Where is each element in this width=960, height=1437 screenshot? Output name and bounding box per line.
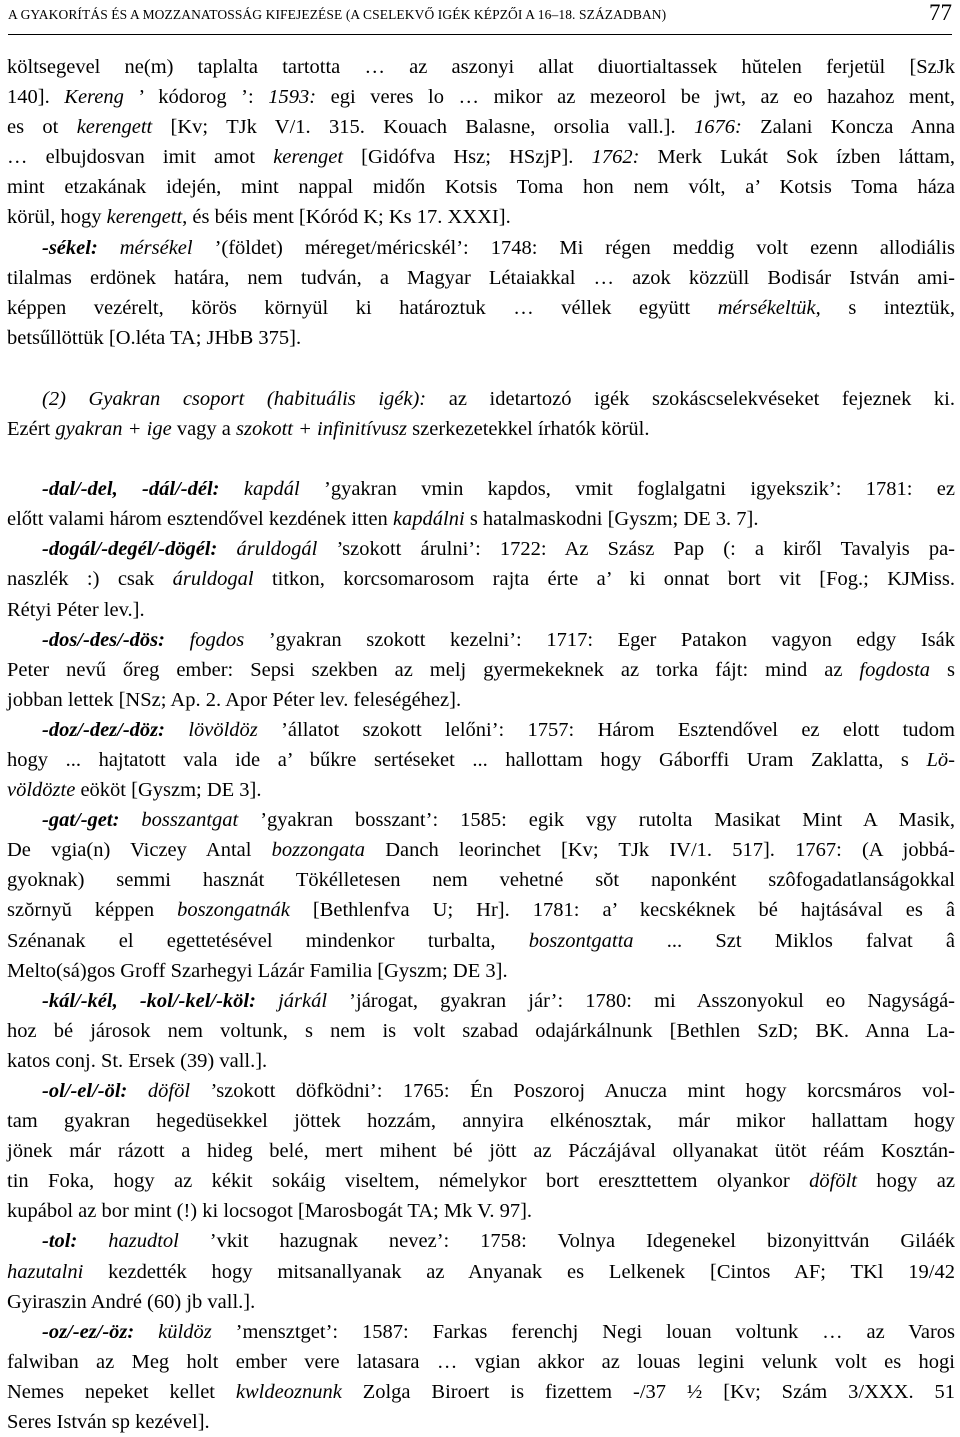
text-span: ’gyakran szokott kezelni’: 1717: Eger Patakon vagyon edgy Isák <box>244 628 955 651</box>
text-span: ’(földet) méreget/méricskél’: 1748: Mi régen meddig volt ezenn allodiális <box>192 236 955 259</box>
text-line <box>7 233 955 263</box>
italic-term: áruldogál <box>236 538 318 561</box>
text-span: ’járogat, gyakran jár’: 1780: mi Asszonyokul eo Nagyságá- <box>327 989 956 1012</box>
italic-term: járkál <box>278 989 328 1012</box>
paragraph-oz <box>7 1317 955 1437</box>
text-line <box>7 986 955 1016</box>
text-span: költsegevel ne(m) taplalta tartotta … az aszonyi allat diuortialtassek hŭtelen ferjetül [SzJk <box>7 56 955 78</box>
text-span: ’gyakran vmin kapdos, vmit foglalgatni igyekszik’: 1781: ez <box>299 478 955 501</box>
paragraph-gat <box>7 805 955 986</box>
text-line <box>7 655 955 685</box>
text-span: falwiban az Meg holt ember vere latasara … vgian akkor az louas legini velunk volt es hogi <box>7 1350 955 1373</box>
text-line <box>7 835 955 865</box>
italic-term: (2) Gyakran csoport (habituális igék): <box>42 387 427 410</box>
text-span <box>119 809 141 831</box>
text-span <box>219 478 243 500</box>
italic-term: hazutalni <box>7 1260 84 1283</box>
text-line <box>7 805 955 835</box>
text-span: az idetartozó igék szokáscselekvéseket fejeznek ki. <box>426 387 955 410</box>
italic-term: mérsékeltük <box>717 296 816 319</box>
text-span: tin Foka, hogy az kékit sokáig viseltem, némelykor bort ereszttettem olyankor <box>7 1170 810 1193</box>
suffix-heading: -ol/-el/-öl: <box>42 1080 128 1102</box>
paragraph-sekel <box>7 233 955 353</box>
text-span: ’mensztget’: 1587: Farkas ferenchj Negi louan voltunk … az Varos <box>211 1320 955 1343</box>
text-span: Melto(sá)gos Groff Szarhegyi Lázár Familia [Gyszm; DE 3]. <box>7 959 508 982</box>
page-body <box>7 52 955 1437</box>
italic-term: kapdál <box>243 478 300 501</box>
text-line <box>7 474 955 504</box>
text-span: es ot <box>7 116 77 139</box>
text-span: … elbujdosvan imit amot <box>7 146 274 169</box>
text-span <box>98 237 120 259</box>
text-span: Peter nevű őreg ember: Sepsi szekben az melj gyermekeknek az torka fájt: mind az <box>7 658 860 681</box>
text-span: jobban lettek [NSz; Ap. 2. Apor Péter lev. feleségéhez]. <box>7 688 462 711</box>
italic-term: döfölt <box>809 1170 857 1193</box>
text-line <box>7 745 955 775</box>
italic-term: mérsékel <box>119 236 193 259</box>
suffix-heading: -sékel: <box>42 236 98 259</box>
italic-term: kerengett <box>106 206 183 229</box>
text-span: katos conj. St. Ersek (39) vall.]. <box>7 1049 268 1072</box>
suffix-heading: -dos/-des/-dös: <box>42 628 165 651</box>
text-line <box>7 926 955 956</box>
text-line <box>7 202 955 232</box>
text-line <box>7 685 955 715</box>
text-line <box>7 1347 955 1377</box>
italic-term: lövöldöz <box>188 718 258 741</box>
text-line <box>7 1317 955 1347</box>
text-line <box>7 715 955 745</box>
italic-term: kwldeoznunk <box>235 1380 342 1403</box>
text-span: kupábol az bor mint (!) ki locsogot [Marosbogát TA; Mk V. 97]. <box>7 1200 533 1223</box>
text-span: 140]. <box>7 86 65 109</box>
italic-term: Kereng <box>64 86 124 109</box>
text-line <box>7 1046 955 1076</box>
text-span <box>134 1321 158 1343</box>
italic-term: szokott + infinitívusz <box>236 418 408 441</box>
text-span: ’szokott döfködni’: 1765: Én Poszoroj Anucza mint hogy korcsmáros vol- <box>190 1080 956 1102</box>
italic-term: boszontgatta <box>528 929 634 952</box>
text-span: , és béis ment [Kóród K; Ks 17. XXXI]. <box>182 206 511 229</box>
text-line <box>7 323 955 353</box>
text-span: [Kv; TJk V/1. 315. Kouach Balasne, orsolia vall.]. <box>152 116 694 139</box>
italic-term: fogdos <box>189 628 245 651</box>
text-line <box>7 1257 955 1287</box>
text-span: De vgia(n) Viczey Antal <box>7 839 272 862</box>
running-title: A GYAKORÍTÁS ÉS A MOZZANATOSSÁG KIFEJEZÉSE (A CSELEKVŐ IGÉK KÉPZŐI A 16–18. SZÁZADBAN) <box>8 7 667 22</box>
text-span: Merk Lukát Sok ízben láttam, <box>639 146 956 169</box>
text-span: egi veres lo … mikor az mezeorol be jwt, az eo hazahoz ment, <box>316 86 955 109</box>
italic-term: völdözte <box>7 779 76 802</box>
text-span: ’ kódorog ’: <box>123 86 269 109</box>
text-line <box>7 172 955 202</box>
italic-term: fogdosta <box>859 658 931 681</box>
text-span <box>217 538 236 560</box>
text-span: szŏrnyŭ képpen <box>7 899 178 922</box>
paragraph-ol <box>7 1076 955 1226</box>
text-span: , s inteztük, <box>815 296 955 319</box>
text-line <box>7 895 955 925</box>
italic-term: döföl <box>147 1080 191 1102</box>
paragraph-dogal <box>7 534 955 624</box>
italic-term: gyakran + ige <box>55 418 172 441</box>
italic-term: 1593: <box>268 86 317 109</box>
text-line <box>7 1136 955 1166</box>
text-span: jönek már rázott a hideg belé, mert mihent bé jött az Páczájával ollyanakat ütöt réám Kosztán- <box>7 1140 955 1163</box>
italic-term: 1762: <box>591 146 640 169</box>
text-span: Seres István sp kezével]. <box>7 1411 210 1434</box>
paragraph-dos <box>7 625 955 715</box>
italic-term: hazudtol <box>108 1230 179 1253</box>
text-span: Szénanak el egettetésével mindenkor turbalta, <box>7 929 529 952</box>
italic-term: kerengett <box>76 116 153 139</box>
text-line <box>7 414 955 444</box>
text-span <box>256 990 278 1012</box>
paragraph-kereng <box>7 52 955 233</box>
italic-term: küldöz <box>158 1320 212 1343</box>
text-line <box>7 52 955 82</box>
text-line <box>7 504 955 534</box>
text-span: Ezért <box>7 418 56 441</box>
text-span: mint etzakának idején, mint nappal midőn Kotsis Toma hon nem vólt, a’ Kotsis Toma háza <box>7 176 955 199</box>
text-span: Danch leorinchet [Kv; TJk IV/1. 517]. 1767: (A jobbá- <box>365 839 955 862</box>
paragraph-dal <box>7 474 955 534</box>
text-span: hogy az <box>856 1170 955 1193</box>
italic-term: Lö- <box>926 748 955 771</box>
text-span: s hatalmaskodni [Gyszm; DE 3. 7]. <box>464 508 759 531</box>
text-span: szerkezetekkel írhatók körül. <box>407 418 650 441</box>
text-span: vagy a <box>171 418 237 441</box>
paragraph-gyakran-csoport <box>7 384 955 444</box>
text-line <box>7 142 955 172</box>
text-span: Zolga Biroert is fizettem -/37 ½ [Kv; Szám 3/XXX. 51 <box>341 1380 956 1403</box>
text-line <box>7 1226 955 1256</box>
text-span: s <box>930 658 956 681</box>
text-line <box>7 263 955 293</box>
text-span: titkon, korcsomarosom rajta érte a’ ki onnat bort vit [Fog.; KJMiss. <box>253 568 955 591</box>
text-span: Zalani Koncza Anna <box>741 116 956 139</box>
text-line <box>7 564 955 594</box>
italic-term: kerenget <box>273 146 344 169</box>
text-span: naszlék :) csak <box>7 568 173 591</box>
text-span: ’állatot szokott lelőni’: 1757: Három Esztendővel ez elott tudom <box>257 718 955 741</box>
text-span: Gyiraszin André (60) jb vall.]. <box>7 1290 256 1313</box>
text-span: ’gyakran bosszant’: 1585: egik vgy rutolta Masikat Mint A Masik, <box>238 809 956 832</box>
text-line <box>7 956 955 986</box>
text-line <box>7 1287 955 1317</box>
text-line <box>7 112 955 142</box>
text-span <box>127 1080 147 1102</box>
text-span: ’vkit hazugnak nevez’: 1758: Volnya Idegenekel bizonyittván Giláék <box>178 1230 956 1253</box>
text-span <box>165 629 190 651</box>
text-span: betsűllöttük [O.léta TA; JHbB 375]. <box>7 326 302 349</box>
paragraph-kal <box>7 986 955 1076</box>
paragraph-tol <box>7 1226 955 1316</box>
italic-term: boszongatnák <box>177 899 290 922</box>
suffix-heading: -kál/-kél, -kol/-kel/-köl: <box>42 989 256 1012</box>
page-number: 77 <box>929 0 952 25</box>
text-span: ’szokott árulni’: 1722: Az Szász Pap (: a kiről Tavalyis pa- <box>317 538 956 561</box>
text-span: képpen vezérelt, körös környül ki határoztuk … véllek együtt <box>7 296 718 319</box>
text-span: [Bethlenfva U; Hr]. 1781: a’ kecskéknek bé hajtásával es â <box>289 899 955 922</box>
text-span: hoz bé járosok nem voltunk, s nem is volt szabad odajárkálnunk [Bethlen SzD; BK. Anna La- <box>7 1019 955 1042</box>
paragraph-gap <box>7 353 955 384</box>
text-span <box>165 719 188 741</box>
italic-term: kapdálni <box>392 508 465 531</box>
text-span: ... Szt Miklos falvat â <box>633 929 956 952</box>
italic-term: áruldogal <box>172 568 254 591</box>
text-span: körül, hogy <box>7 206 107 229</box>
suffix-heading: -oz/-ez/-öz: <box>42 1320 135 1343</box>
italic-term: bozzongata <box>271 839 366 862</box>
text-line <box>7 1106 955 1136</box>
text-line <box>7 82 955 112</box>
text-line <box>7 1407 955 1437</box>
suffix-heading: -dogál/-degél/-dögél: <box>42 538 218 561</box>
text-span: eököt [Gyszm; DE 3]. <box>75 779 262 802</box>
suffix-heading: -doz/-dez/-döz: <box>42 718 165 741</box>
text-line <box>7 1076 955 1106</box>
suffix-heading: -tol: <box>42 1230 78 1253</box>
text-line <box>7 1166 955 1196</box>
text-line <box>7 1016 955 1046</box>
text-line <box>7 865 955 895</box>
text-line <box>7 293 955 323</box>
text-line <box>7 1196 955 1226</box>
italic-term: bosszantgat <box>141 809 239 832</box>
text-span: tam gyakran hegedüsekkel jöttek hozzám, annyira elkénosztak, már mikor hallattam hogy <box>7 1110 955 1133</box>
text-line <box>7 595 955 625</box>
paragraph-gap <box>7 444 955 474</box>
text-line <box>7 534 955 564</box>
italic-term: 1676: <box>693 116 742 139</box>
text-span: előtt valami három esztendővel kezdének itten <box>7 508 393 531</box>
text-span: Nemes nepeket kellet <box>7 1380 236 1403</box>
page-header <box>8 0 952 35</box>
text-line <box>7 1377 955 1407</box>
text-span: gyoknak) semmi hasznát Tökélletesen nem vehetné sŏt naponként szôfogadatlanságokkal <box>7 869 955 892</box>
text-span: hogy ... hajtatott vala ide a’ bűkre sertéseket ... hallottam hogy Gáborffi Uram Zaklatta, s <box>7 748 927 771</box>
suffix-heading: -gat/-get: <box>42 809 120 832</box>
text-span: Rétyi Péter lev.]. <box>7 598 145 621</box>
text-span: [Gidófva Hsz; HSzjP]. <box>343 146 592 169</box>
paragraph-doz <box>7 715 955 805</box>
text-line <box>7 625 955 655</box>
text-line <box>7 384 955 414</box>
text-span <box>77 1230 108 1252</box>
text-line <box>7 775 955 805</box>
suffix-heading: -dal/-del, -dál/-dél: <box>42 478 220 501</box>
text-span: tilalmas erdönek határa, nem tudván, a Magyar Létaiakkal … azok közzüll Bodisár István ami- <box>7 266 955 289</box>
text-span: kezdették hogy mitsanallyanak az Anyanak es Lelkenek [Cintos AF; TKl 19/42 <box>83 1260 955 1283</box>
